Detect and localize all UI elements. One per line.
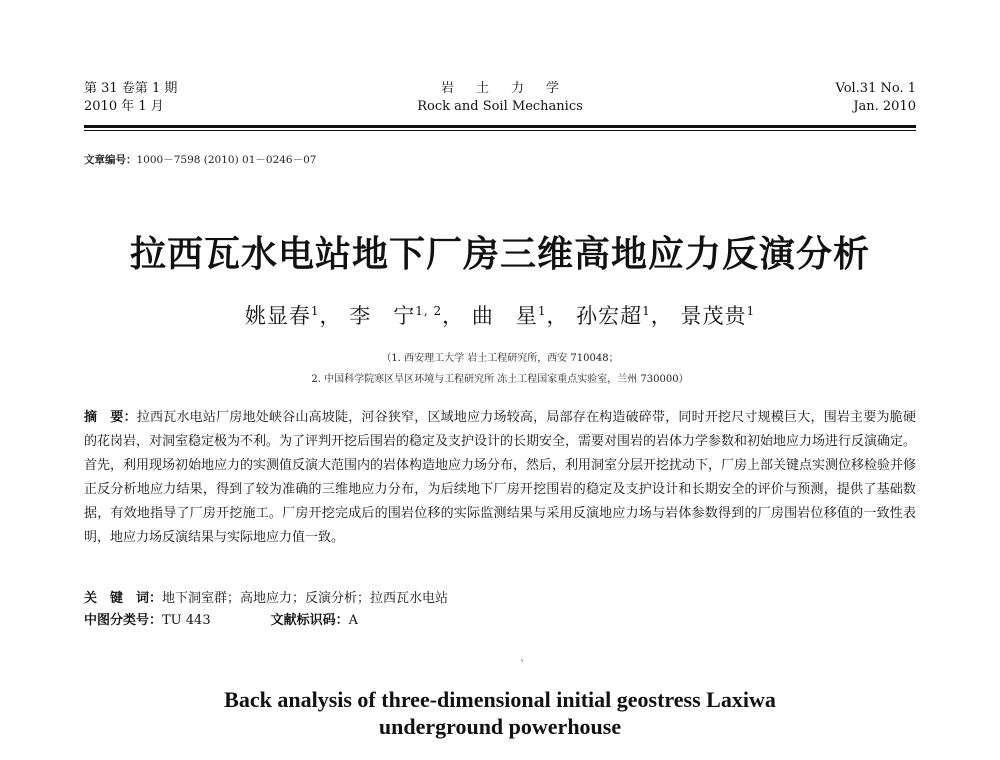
date-cn: 2010 年 1 月 [84, 99, 164, 114]
title-cn: 拉西瓦水电站地下厂房三维高地应力反演分析 [129, 234, 870, 275]
author-separator: ， [546, 304, 569, 328]
title-en [0, 686, 1000, 740]
doc-code-label: 文献标识码： [270, 613, 349, 628]
abstract-label: 摘 要： [84, 410, 137, 425]
author-name: 曲 星 [471, 304, 538, 328]
issue-cn: 第 31 卷第 1 期 [84, 81, 178, 96]
author-list [0, 300, 1000, 330]
keywords [84, 587, 448, 606]
clc-value: TU 443 [162, 613, 211, 628]
author-affil-mark: 1 [642, 304, 651, 318]
author-affil-mark: 1 [537, 304, 547, 318]
title-en-line-1: Back analysis of three-dimensional initial geostress Laxiwa [224, 687, 776, 712]
article-number [84, 152, 316, 167]
header-rule-thin [84, 130, 916, 131]
journal-name-cn: 岩土力学 [440, 81, 581, 96]
author-name: 姚显春 [244, 304, 311, 328]
classification [84, 609, 358, 628]
abstract [84, 406, 916, 550]
author-affil-mark: 1, 2 [415, 304, 443, 318]
journal-name-en: Rock and Soil Mechanics [417, 99, 583, 114]
author-separator: ， [650, 304, 673, 328]
keywords-text: 地下洞室群；高地应力；反演分析；拉西瓦水电站 [162, 591, 449, 606]
affiliation-2: 2. 中国科学院寒区旱区环境与工程研究所 冻土工程国家重点实验室，兰州 730000） [311, 374, 689, 385]
author-affil-mark: 1 [310, 304, 320, 318]
title-en-line-2: underground powerhouse [378, 714, 622, 739]
header-rule-thick [84, 125, 916, 128]
author-name: 李 宁 [349, 304, 416, 328]
abstract-text: 拉西瓦水电站厂房地处峡谷山高坡陡，河谷狭窄，区域地应力场较高，局部存在构造破碎带，同时开挖尺寸规模巨大，围岩主要为脆硬的花岗岩，对洞室稳定极为不利。为了评判开挖后围岩的稳定及支护设计的长期安全，需要对围岩的岩体力学参数和初始地应力场进行反演确定。首先，利用现场初始地应力的实测值反演大范围内的岩体构造地应力场分布，然后，利用洞室分层开挖扰动下，厂房上部关键点实测位移检验并修正反分析地应力结果，得到了较为准确的三维地应力分布，为后续地下厂房开挖围岩的稳定及支护设计和长期安全的评价与预测，提供了基础数据，有效地指导了厂房开挖施工。厂房开挖完成后的围岩位移的实际监测结果与采用反演地应力场与岩体参数得到的厂房围岩位移值的一致性表明，地应力场反演结果与实际地应力值一致。 [84, 410, 917, 545]
author-name: 景茂贵 [680, 304, 747, 328]
clc-label: 中图分类号： [84, 613, 163, 628]
keywords-label: 关 键 词： [84, 591, 163, 606]
affiliation-1: （1. 西安理工大学 岩土工程研究所，西安 710048； [381, 353, 619, 364]
author-name: 孙宏超 [576, 304, 643, 328]
stray-mark: ` [520, 660, 525, 671]
date-en: Jan. 2010 [853, 99, 916, 114]
volume-en: Vol.31 No. 1 [835, 81, 916, 96]
author-affil-mark: 1 [746, 304, 756, 318]
doc-code-value: A [348, 613, 358, 628]
author-separator: ， [442, 304, 465, 328]
article-number-label: 文章编号： [84, 154, 137, 166]
header-right [836, 80, 917, 116]
author-separator: ， [319, 304, 342, 328]
article-number-value: 1000－7598 (2010) 01－0246－07 [136, 154, 317, 166]
